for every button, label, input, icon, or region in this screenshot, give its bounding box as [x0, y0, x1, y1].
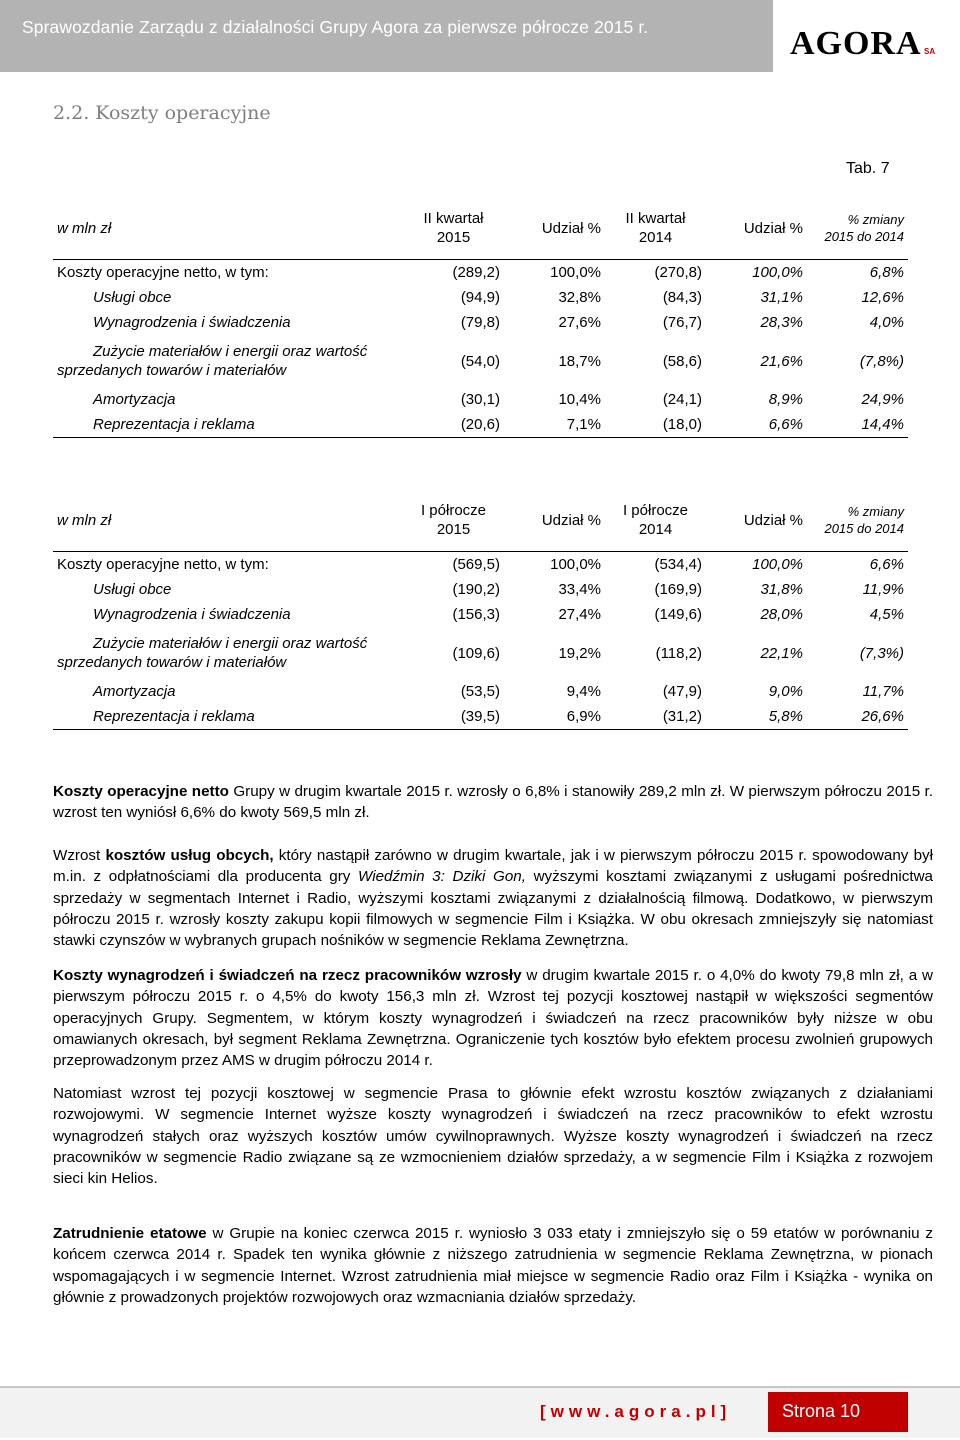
row-label: Koszty operacyjne netto, w tym: — [57, 556, 269, 573]
cell-value: (30,1) — [460, 391, 500, 408]
page-number-box — [768, 1392, 908, 1432]
cell-value: (534,4) — [654, 556, 702, 573]
cell-share: 31,8% — [760, 581, 803, 598]
cell-value: (190,2) — [452, 581, 500, 598]
table-row — [53, 627, 908, 679]
row-label: Wynagrodzenia i świadczenia — [93, 606, 291, 623]
quarterly-costs-table — [53, 197, 908, 438]
table-row — [53, 310, 908, 335]
row-label: Reprezentacja i reklama — [93, 416, 255, 433]
cell-change: 4,5% — [869, 606, 904, 623]
table-row — [53, 552, 908, 578]
logo-suffix: SA — [924, 47, 936, 56]
cell-share: 19,2% — [558, 644, 601, 662]
cell-share: 9,4% — [566, 683, 601, 700]
row-label: Zużycie materiałów i energii oraz wartość sprzedanych towarów i materiałów — [57, 635, 368, 671]
cell-share: 100,0% — [550, 264, 601, 281]
cell-change: (7,3%) — [859, 644, 904, 662]
cell-share: 10,4% — [558, 391, 601, 408]
cell-value: (39,5) — [460, 708, 500, 725]
cell-value: (569,5) — [452, 556, 500, 573]
cell-share: 27,4% — [558, 606, 601, 623]
cell-value: (118,2) — [655, 644, 702, 662]
table-number-label: Tab. 7 — [846, 160, 890, 177]
cell-value: (94,9) — [460, 289, 500, 306]
cell-value: (169,9) — [654, 581, 702, 598]
row-label: Koszty operacyjne netto, w tym: — [57, 264, 269, 281]
header-title: Sprawozdanie Zarządu z działalności Grupy Agora za pierwsze półrocze 2015 r. — [22, 17, 649, 37]
cell-value: (79,8) — [460, 314, 500, 331]
cell-change: 4,0% — [869, 314, 904, 331]
period2-header: I półrocze 2014 — [622, 502, 689, 538]
cell-value: (149,6) — [654, 606, 702, 623]
header-title-box — [0, 0, 773, 72]
cell-share: 100,0% — [752, 264, 803, 281]
row-label: Usługi obce — [93, 289, 172, 306]
table-row — [53, 602, 908, 627]
cell-change: 11,7% — [862, 683, 904, 700]
row-label: Usługi obce — [93, 581, 172, 598]
cell-change: 26,6% — [861, 708, 904, 725]
cell-change: 11,9% — [862, 581, 904, 598]
period1-header: I półrocze 2015 — [420, 502, 487, 538]
row-label: Amortyzacja — [93, 683, 176, 700]
logo-text: AGORA — [790, 25, 922, 62]
table-row — [53, 412, 908, 438]
table-header-row — [53, 489, 908, 552]
change-header: % zmiany 2015 do 2014 — [824, 504, 904, 536]
period1-header: II kwartał 2015 — [423, 210, 484, 246]
halfyear-costs-table — [53, 489, 908, 730]
cell-share: 6,9% — [566, 708, 601, 725]
table-row — [53, 335, 908, 387]
cell-share: 7,1% — [566, 416, 601, 433]
cell-share: 33,4% — [558, 581, 601, 598]
row-label: Amortyzacja — [93, 391, 176, 408]
share2-header: Udział % — [743, 219, 803, 237]
cell-share: 8,9% — [768, 391, 803, 408]
cell-value: (58,6) — [662, 352, 702, 370]
table-row — [53, 260, 908, 286]
section-title: 2.2. Koszty operacyjne — [53, 102, 271, 124]
page-number: Strona 10 — [782, 1401, 861, 1421]
share1-header: Udział % — [541, 511, 601, 529]
cell-share: 6,6% — [768, 416, 803, 433]
cell-value: (54,0) — [460, 352, 500, 370]
page-header — [0, 0, 960, 72]
cell-change: 14,4% — [861, 416, 904, 433]
cell-value: (24,1) — [662, 391, 702, 408]
cell-value: (76,7) — [662, 314, 702, 331]
paragraph-external-services: Wzrost kosztów usług obcych, który nastąpił zarówno w drugim kwartale, jak i w pierwszym półroczu 2015 r. spowodowany był m.in. z odpłatnościami dla producenta gry Wiedźmin 3: Dziki Gon, wyższymi kosztami związanymi z usługami pośrednictwa sprzedaży w segmentach Internet i Radio, wyższymi kosztami związanymi z działalnością filmową. Dodatkowo, w pierwszym półroczu 2015 r. wzrosły koszty zakupu kopii filmowych w segmencie Film i Książka. W obu okresach zmniejszyły się natomiast stawki czynszów w wybranych grupach nośników w segmencie Reklama Zewnętrzna. — [53, 847, 933, 950]
share1-header: Udział % — [541, 219, 601, 237]
cell-change: (7,8%) — [859, 352, 904, 370]
cell-value: (109,6) — [452, 644, 500, 662]
cell-share: 31,1% — [760, 289, 803, 306]
change-header: % zmiany 2015 do 2014 — [824, 212, 904, 244]
row-label: Zużycie materiałów i energii oraz wartość sprzedanych towarów i materiałów — [57, 343, 368, 379]
cell-share: 18,7% — [558, 352, 601, 370]
cell-value: (84,3) — [662, 289, 702, 306]
cell-change: 24,9% — [861, 391, 904, 408]
cell-value: (156,3) — [452, 606, 500, 623]
cell-change: 12,6% — [861, 289, 904, 306]
cell-change: 6,8% — [869, 264, 904, 281]
cell-share: 5,8% — [768, 708, 803, 725]
cell-share: 21,6% — [760, 352, 803, 370]
cell-share: 32,8% — [558, 289, 601, 306]
cell-share: 27,6% — [558, 314, 601, 331]
table-row — [53, 577, 908, 602]
unit-header: w mln zł — [57, 219, 112, 237]
paragraph-segments: Natomiast wzrost tej pozycji kosztowej w segmencie Prasa to głównie efekt wzrostu kosztów związanych z działaniami rozwojowymi. W segmencie Internet wyższe koszty wynagrodzeń i świadczeń na rzecz pracowników to efekt wzrostu wynagrodzeń stałych oraz wyższych kosztów umów cywilnoprawnych. Wyższe koszty wynagrodzeń i świadczeń na rzecz pracowników w segmencie Radio związane są ze wzmocnieniem działów sprzedaży, a w segmencie Film i Książka z rozwojem sieci kin Helios. — [53, 1085, 933, 1188]
row-label: Wynagrodzenia i świadczenia — [93, 314, 291, 331]
cell-value: (289,2) — [452, 264, 500, 281]
cell-share: 28,0% — [760, 606, 803, 623]
cell-value: (20,6) — [460, 416, 500, 433]
paragraph-operating-costs: Koszty operacyjne netto Grupy w drugim kwartale 2015 r. wzrosły o 6,8% i stanowiły 289,2 mln zł. W pierwszym półroczu 2015 r. wzrost ten wyniósł 6,6% do kwoty 569,5 mln zł. — [53, 783, 933, 822]
cell-value: (18,0) — [662, 416, 702, 433]
cell-value: (270,8) — [654, 264, 702, 281]
cell-value: (31,2) — [662, 708, 702, 725]
cell-share: 100,0% — [550, 556, 601, 573]
table-row — [53, 679, 908, 704]
unit-header: w mln zł — [57, 511, 112, 529]
cell-share: 28,3% — [760, 314, 803, 331]
paragraph-employment: Zatrudnienie etatowe w Grupie na koniec czerwca 2015 r. wyniosło 3 033 etaty i zmniejszyło się o 59 etatów w porównaniu z końcem czerwca 2014 r. Spadek ten wynika głównie z niższego zatrudnienia w segmencie Reklama Zewnętrzna, w pionach wspomagających i w segmencie Internet. Wzrost zatrudnienia miał miejsce w segmencie Radio oraz Film i Książka - wynika on głównie z prowadzonych projektów rozwojowych oraz wzmacniania działów sprzedaży. — [53, 1225, 933, 1306]
period2-header: II kwartał 2014 — [625, 210, 686, 246]
cell-share: 9,0% — [768, 683, 803, 700]
table-row — [53, 387, 908, 412]
footer-website-link[interactable]: [www.agora.pl] — [540, 1402, 732, 1421]
table-row — [53, 285, 908, 310]
cell-share: 100,0% — [752, 556, 803, 573]
cell-value: (53,5) — [460, 683, 500, 700]
table-row — [53, 704, 908, 730]
share2-header: Udział % — [743, 511, 803, 529]
table-header-row — [53, 197, 908, 260]
agora-logo — [786, 22, 946, 62]
cell-share: 22,1% — [760, 644, 803, 662]
row-label: Reprezentacja i reklama — [93, 708, 255, 725]
paragraph-salaries: Koszty wynagrodzeń i świadczeń na rzecz pracowników wzrosły w drugim kwartale 2015 r. o 4,0% do kwoty 79,8 mln zł, a w pierwszym półroczu 2015 r. o 4,5% do kwoty 156,3 mln zł. Wzrost tej pozycji kosztowej nastąpił w większości segmentów operacyjnych Grupy. Segmentem, w którym koszty wynagrodzeń i świadczeń na rzecz pracowników były niższe w obu omawianych okresach, był segment Reklama Zewnętrzna. Ograniczenie tych kosztów było efektem procesu zwolnień grupowych przeprowadzonym przez AMS w drugim półroczu 2014 r. — [53, 967, 934, 1070]
cell-value: (47,9) — [662, 683, 702, 700]
cell-change: 6,6% — [869, 556, 904, 573]
